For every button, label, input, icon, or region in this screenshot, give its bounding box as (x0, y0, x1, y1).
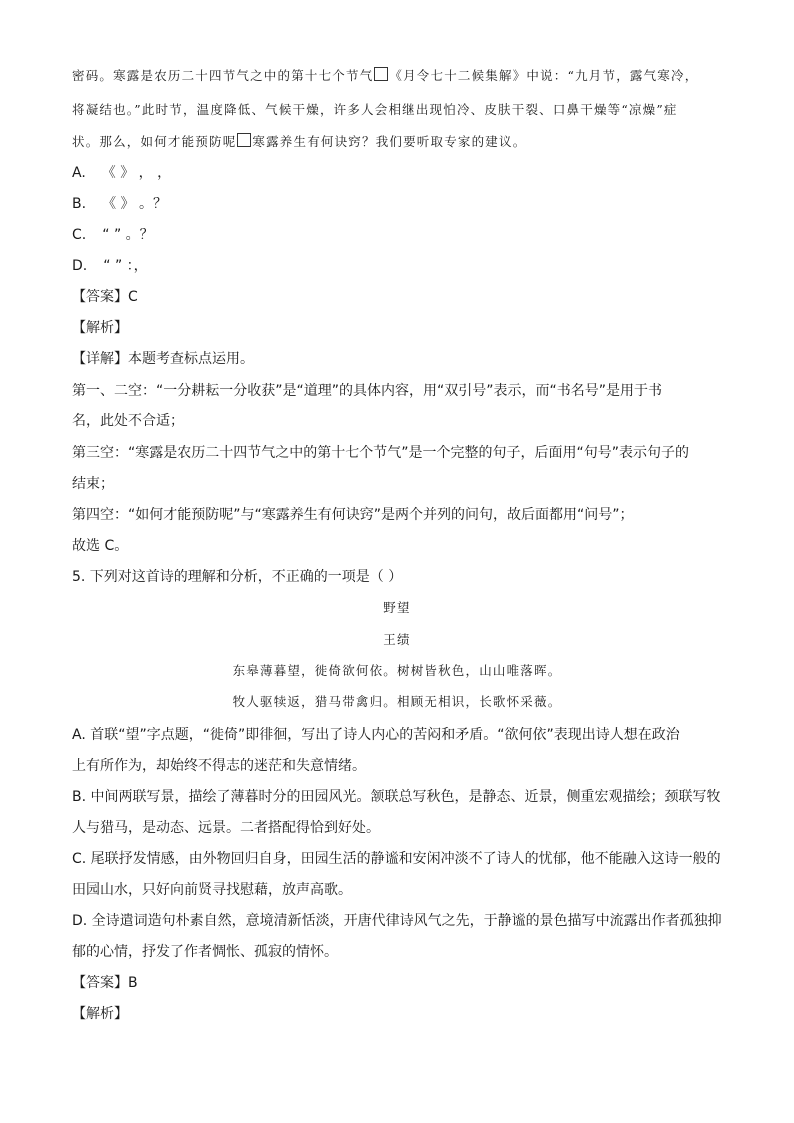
option-d-text: D. 全诗遣词造句朴素自然，意境清新恬淡，开唐代律诗风气之先，于静谧的景色描写中流露出作者孤独抑 (72, 913, 722, 929)
option-b-text: 人与猎马，是动态、远景。二者搭配得恰到好处。 (72, 820, 380, 836)
option-a: A. 《 》 ， ， (72, 165, 172, 181)
passage-text: 密码。寒露是农历二十四节气之中的第十七个节气 (72, 68, 374, 83)
blank-box (374, 67, 388, 81)
option-b-text: B. 中间两联写景，描绘了薄暮时分的田园风光。颔联总写秋色，是静态、近景，侧重宏观描绘；颈联写牧 (72, 789, 721, 805)
option-c-text: C. 尾联抒发情感，由外物回归自身，田园生活的静谧和安闲冲淡不了诗人的忧郁，他不能融入这诗一般的 (72, 851, 721, 867)
detail-text: 结束； (72, 476, 114, 492)
passage-line: 将凝结也。”此时节，温度降低、气候干燥，许多人会相继出现怕冷、皮肤干裂、口鼻干燥等“凉燥”症 (72, 102, 678, 117)
answer-label: 【答案】 (72, 975, 128, 991)
detail-intro: 本题考查标点运用。 (128, 351, 254, 367)
detail-text: 第三空：“寒露是农历二十四节气之中的第十七个节气”是一个完整的句子，后面用“句号”表示句子的 (72, 445, 690, 461)
detail-text: 第四空：“如何才能预防呢”与“寒露养生有何诀窍”是两个并列的问句，故后面都用“问号”； (72, 507, 634, 523)
answer-value: C (128, 289, 138, 305)
detail-text: 名，此处不合适； (72, 413, 184, 429)
passage-line (72, 132, 526, 150)
option-d-text: 郁的心情，抒发了作者惆怅、孤寂的情怀。 (72, 944, 338, 960)
answer-line (72, 286, 138, 306)
question-stem: 5. 下列对这首诗的理解和分析，不正确的一项是（ ） (72, 569, 403, 585)
answer-line (72, 972, 138, 992)
passage-text: 寒露养生有何诀窍？我们要听取专家的建议。 (252, 134, 527, 149)
poem-author: 王绩 (383, 632, 411, 647)
poem-line: 牧人驱犊返，猎马带禽归。相顾无相识，长歌怀采薇。 (232, 694, 562, 709)
blank-box (237, 133, 251, 147)
option-d: D. “ ” ：， (72, 258, 148, 274)
option-c-text: 田园山水，只好向前贤寻找慰藉，放声高歌。 (72, 882, 352, 898)
poem-title: 野望 (383, 600, 411, 615)
passage-text: 《月令七十二候集解》中说：“九月节，露气寒冷， (389, 68, 699, 83)
passage-line (72, 66, 698, 84)
option-a-text: 上有所作为，却始终不得志的迷茫和失意情绪。 (72, 758, 366, 774)
detail-text: 第一、二空：“一分耕耘一分收获”是“道理”的具体内容，用“双引号”表示，而“书名号”是用于书 (72, 383, 663, 399)
option-a-text: A. 首联“望”字点题，“徙倚”即徘徊，写出了诗人内心的苦闷和矛盾。“欲何依”表现出诗人想在政治 (72, 727, 680, 743)
analysis-label: 【解析】 (72, 1006, 128, 1022)
detail-label: 【详解】 (72, 351, 128, 367)
option-c: C. “ ” 。？ (72, 227, 154, 243)
analysis-label: 【解析】 (72, 320, 128, 336)
detail-text: 故选 C。 (72, 538, 129, 554)
passage-text: 状。那么，如何才能预防呢 (72, 134, 237, 149)
answer-label: 【答案】 (72, 289, 128, 305)
poem-line: 东皋薄暮望，徙倚欲何依。树树皆秋色，山山唯落晖。 (232, 663, 562, 678)
option-b: B. 《 》 。？ (72, 196, 167, 212)
answer-value: B (128, 975, 138, 991)
detail-line (72, 348, 254, 368)
